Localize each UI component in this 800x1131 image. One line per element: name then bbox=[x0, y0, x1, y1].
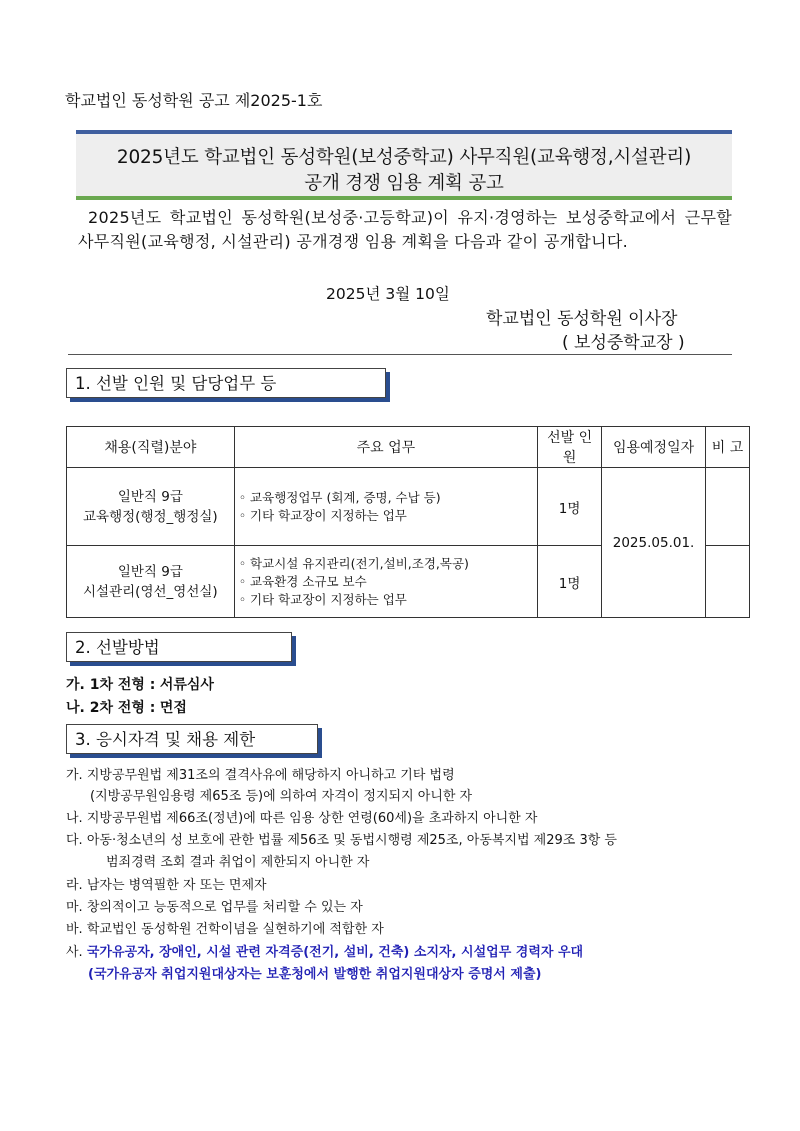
duties-cell: ◦ 학교시설 유지관리(전기,설비,조경,목공) ◦ 교육환경 소규모 보수 ◦ 기타 학교장이 지정하는 업무 bbox=[234, 546, 537, 618]
note-cell bbox=[706, 546, 750, 618]
title-box bbox=[76, 130, 732, 200]
qualification-item: 라. 남자는 병역필한 자 또는 면제자 bbox=[66, 878, 267, 893]
count-cell: 1명 bbox=[538, 546, 602, 618]
notice-date: 2025년 3월 10일 bbox=[326, 285, 450, 303]
qualification-item: 바. 학교법인 동성학원 건학이념을 실현하기에 적합한 자 bbox=[66, 922, 384, 937]
note-cell bbox=[706, 468, 750, 546]
title-bar-bottom bbox=[76, 196, 732, 200]
section-1-heading: 1. 선발 인원 및 담당업무 등 bbox=[66, 368, 386, 398]
step-value: 서류심사 bbox=[159, 677, 214, 693]
section-3-heading: 3. 응시자격 및 채용 제한 bbox=[66, 724, 318, 754]
col-header-note: 비 고 bbox=[706, 427, 750, 468]
item-label: 사. bbox=[66, 945, 83, 960]
section-2-heading: 2. 선발방법 bbox=[66, 632, 292, 662]
selection-step-2 bbox=[66, 697, 187, 717]
table-row bbox=[67, 468, 750, 546]
title-line-2: 공개 경쟁 임용 계획 공고 bbox=[304, 173, 504, 194]
issuer-name: 학교법인 동성학원 이사장 bbox=[486, 309, 678, 329]
count-cell: 1명 bbox=[538, 468, 602, 546]
preference-note: (국가유공자 취업지원대상자는 보훈청에서 발행한 취업지원대상자 증명서 제출) bbox=[88, 967, 542, 982]
step-label: 나. 2차 전형 : bbox=[66, 700, 156, 716]
preference-text: 국가유공자, 장애인, 시설 관련 자격증(전기, 설비, 건축) 소지자, 시설업무 경력자 우대 bbox=[86, 945, 584, 960]
recruitment-table bbox=[66, 426, 750, 618]
qualification-item: 마. 창의적이고 능동적으로 업무를 처리할 수 있는 자 bbox=[66, 900, 363, 915]
col-header-duties: 주요 업무 bbox=[234, 427, 537, 468]
title-line-1: 2025년도 학교법인 동성학원(보성중학교) 사무직원(교육행정,시설관리) bbox=[116, 147, 692, 168]
duties-cell: ◦ 교육행정업무 (회계, 증명, 수납 등) ◦ 기타 학교장이 지정하는 업무 bbox=[234, 468, 537, 546]
title-bar-top bbox=[76, 130, 732, 134]
qualification-item: 다. 아동·청소년의 성 보호에 관한 법률 제56조 및 동법시행령 제25조, 아동복지법 제29조 3항 등 bbox=[66, 833, 617, 848]
col-header-field: 채용(직렬)분야 bbox=[67, 427, 235, 468]
field-cell: 일반직 9급 교육행정(행정_행정실) bbox=[67, 468, 235, 546]
table-header-row bbox=[67, 427, 750, 468]
issuer-sub: ( 보성중학교장 ) bbox=[562, 333, 685, 353]
field-cell: 일반직 9급 시설관리(영선_영선실) bbox=[67, 546, 235, 618]
selection-step-1 bbox=[66, 674, 214, 694]
qualification-item: 범죄경력 조회 결과 취업이 제한되지 아니한 자 bbox=[106, 855, 370, 870]
notice-number: 학교법인 동성학원 공고 제2025-1호 bbox=[65, 91, 323, 110]
step-value: 면접 bbox=[159, 700, 187, 716]
intro-paragraph: 2025년도 학교법인 동성학원(보성중·고등학교)이 유지·경영하는 보성중학교에서 근무할 사무직원(교육행정, 시설관리) 공개경쟁 임용 계획을 다음과 같이 공개합니다. bbox=[78, 208, 732, 251]
appointment-date-cell: 2025.05.01. bbox=[602, 468, 706, 618]
qualification-item: (지방공무원임용령 제65조 등)에 의하여 자격이 정지되지 아니한 자 bbox=[90, 789, 473, 804]
qualification-item: 나. 지방공무원법 제66조(정년)에 따른 임용 상한 연령(60세)을 초과하지 아니한 자 bbox=[66, 811, 538, 826]
divider bbox=[68, 354, 732, 355]
col-header-count: 선발 인원 bbox=[538, 427, 602, 468]
qualification-item-preference bbox=[66, 941, 746, 960]
col-header-date: 임용예정일자 bbox=[602, 427, 706, 468]
qualification-item: 가. 지방공무원법 제31조의 결격사유에 해당하지 아니하고 기타 법령 bbox=[66, 768, 455, 783]
step-label: 가. 1차 전형 : bbox=[66, 677, 156, 693]
